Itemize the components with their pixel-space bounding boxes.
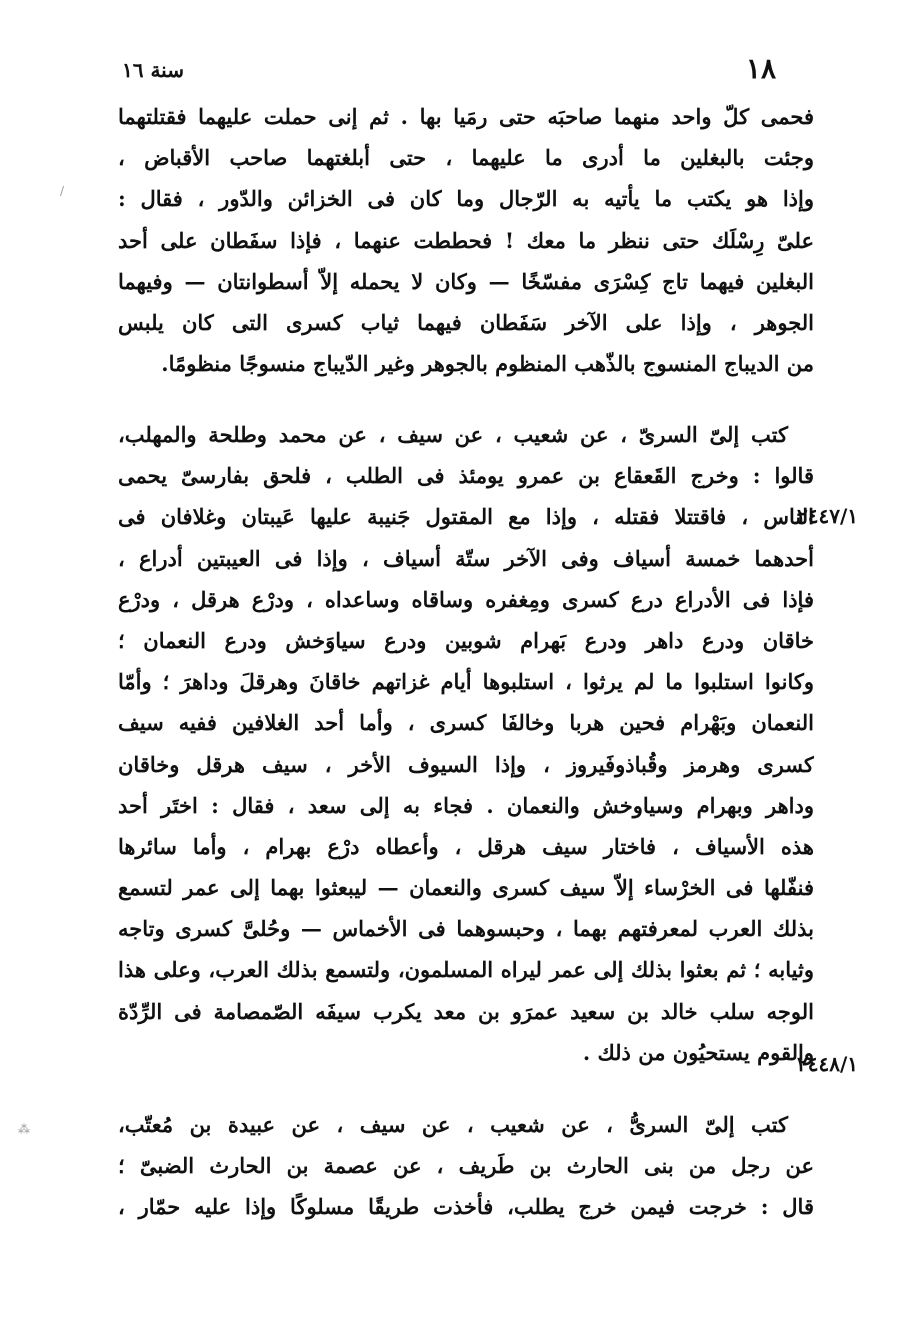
running-header-year: سنة ١٦	[122, 58, 184, 82]
text-line: وثيابه ؛ ثم بعثوا بذلك إلى عمر ليراه المسلمون، ولتسمع بذلك العرب، وعلى هذا	[118, 957, 814, 983]
text-line: وجئت بالبغلين ما أدرى ما عليهما ، حتى أبلغتهما صاحب الأقباض ،	[118, 145, 814, 171]
text-line: قالوا : وخرج القَعقاع بن عمرو يومئذ فى الطلب ، فلحق بفارسىّ يحمى	[118, 463, 814, 489]
text-line: النعمان وبَهْرام فحين هربا وخالفَا كسرى ، وأما أحد الغلافين ففيه سيف	[118, 710, 814, 736]
text-line: وكانوا استلبوا ما لم يرثوا ، استلبوها أيام غزاتهم خاقانَ وهرقلَ وداهرَ ؛ وأمّا	[118, 669, 814, 695]
text-line: البغلين فيهما تاج كِسْرَى مفسّخًا — وكان لا يحمله إلاّ أسطوانتان — وفيهما	[118, 268, 814, 294]
text-line: كتب إلىّ السرىّ ، عن شعيب ، عن سيف ، عن محمد وطلحة والمهلب،	[118, 422, 788, 447]
text-line: علىّ رِسْلَك حتى ننظر ما معك ! فحططت عنهما ، فإذا سفَطان على أحد	[118, 227, 814, 253]
text-line: فإذا فى الأدراع درع كسرى ومِغفره وساقاه وساعداه ، ودرْع هرقل ، ودرْع	[118, 586, 814, 612]
text-line: أحدهما خمسة أسياف وفى الآخر ستّة أسياف ، وإذا فى العيبتين أدراع ،	[118, 545, 814, 571]
page-number: ١٨	[745, 52, 776, 85]
text-line: خاقان ودرع داهر ودرع بَهرام شوبين ودرع سياوَخش ودرع النعمان ؛	[118, 627, 814, 653]
text-line: عن رجل من بنى الحارث بن طَريف ، عن عصمة بن الحارث الضبىّ ؛	[118, 1153, 814, 1179]
text-line: قال : خرجت فيمن خرج يطلب، فأخذت طريقًا مسلوكًا وإذا عليه حمّار ،	[118, 1194, 814, 1220]
text-line: وإذا هو يكتب ما يأتيه به الرّجال وما كان فى الخزائن والدّور ، فقال :	[118, 186, 814, 212]
paragraph-1	[118, 96, 814, 384]
text-line: كتب إلىّ السرىُّ ، عن شعيب ، عن سيف ، عن عبيدة بن مُعتّب،	[118, 1112, 788, 1137]
scan-speck: /	[60, 184, 65, 198]
scan-speck: ⁂	[18, 1122, 30, 1136]
text-line: الناس ، فاقتتلا فقتله ، وإذا مع المقتول جَنيبة عليها عَيبتان وغلافان فى	[118, 504, 814, 530]
text-line: من الديباج المنسوج بالذّهب المنظوم بالجوهر وغير الدّيباج منسوجًا منظومًا.	[161, 351, 814, 377]
paragraph-3	[118, 1104, 814, 1228]
paragraph-2	[118, 414, 814, 1073]
text-line: الجوهر ، وإذا على الآخر سَفَطان فيهما ثياب كسرى التى كان يلبس	[118, 309, 814, 335]
margin-reference: ٢٤٤٨/١	[796, 1052, 858, 1076]
text-line: فنفّلها فى الخرْساء إلاّ سيف كسرى والنعمان — ليبعثوا بهما إلى عمر لتسمع	[118, 875, 814, 901]
text-line: بذلك العرب لمعرفتهم بهما ، وحبسوهما فى الأخماس — وحُلىَّ كسرى وتاجه	[118, 916, 814, 942]
text-line: فحمى كلّ واحد منهما صاحبَه حتى رمَيا بها . ثم إنى حملت عليهما فقتلتهما	[118, 104, 814, 129]
text-line: والقوم يستحيُون من ذلك .	[582, 1039, 814, 1065]
text-line: كسرى وهرمز وقُباذوفَيروز ، وإذا السيوف الأخر ، سيف هرقل وخاقان	[118, 751, 814, 777]
text-line: الوجه سلب خالد بن سعيد عمرَو بن معد يكرب سيفَه الصّمصامة فى الرِّدّة	[118, 998, 814, 1024]
text-line: هذه الأسياف ، فاختار سيف هرقل ، وأعطاه درْع بهرام ، وأما سائرها	[118, 833, 814, 859]
text-line: وداهر وبهرام وسياوخش والنعمان . فجاء به إلى سعد ، فقال : اختَر أحد	[118, 792, 814, 818]
margin-reference: ٢٤٤٧/١	[796, 504, 858, 528]
